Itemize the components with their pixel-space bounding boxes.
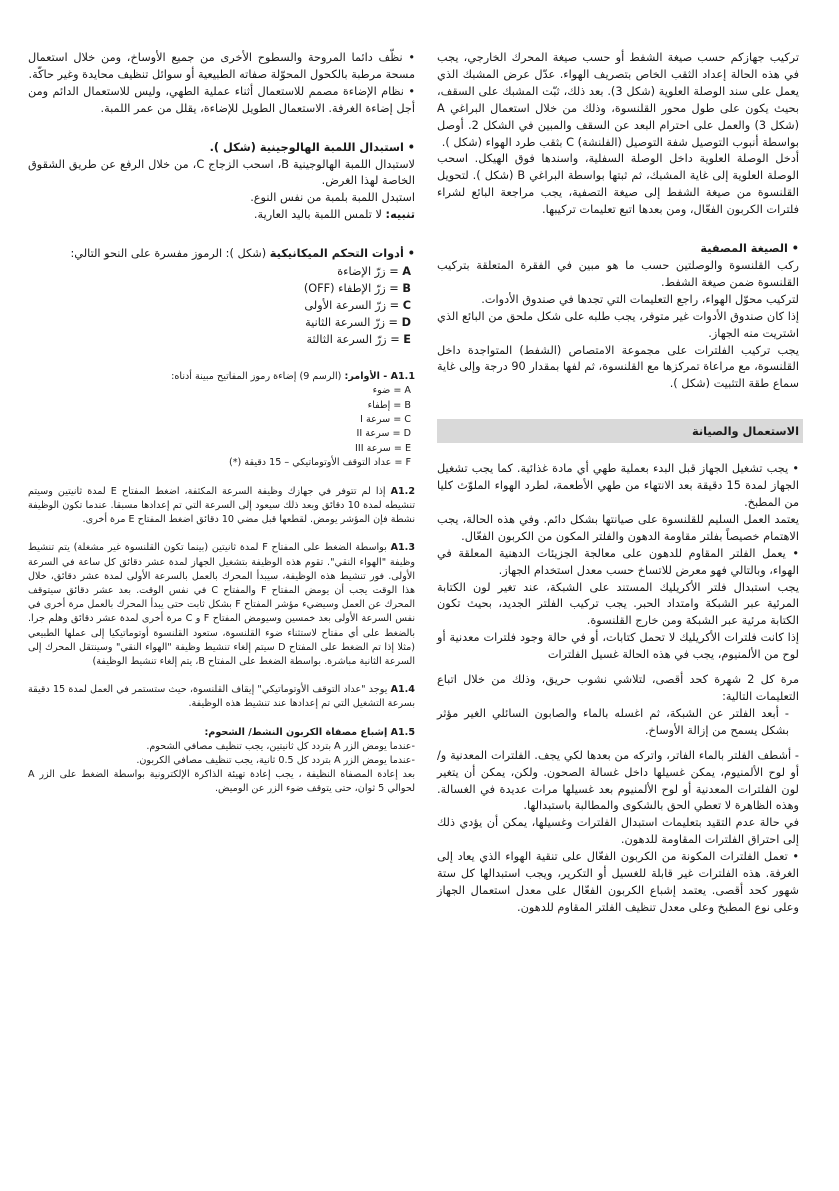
- control-item: [28, 314, 411, 331]
- a11-text: (الرسم 9) إضاءة رموز المفاتيح مبينة أدناه:: [171, 371, 342, 383]
- use-paragraph-8: - أشطف الفلتر بالماء الفاتر، واتركه من بعدها لكي يجف. الفلترات المعدنية و/أو لوح الألمنيوم، يمكن غسيلها داخل غسالة الصحون. ولكن، يمكن أن يتغير لون الفلترات المعدنية أو لوح الألمنيوم بعد غسيلها مرات عديدة في الغسالة. وهذه الظاهرة لا تعطي الحق بالشكوى والمطالبة باستبدالها.: [437, 748, 799, 813]
- controls-list: [28, 263, 415, 348]
- control-item: [28, 331, 411, 348]
- use-paragraph-3: • يعمل الفلتر المقاوم للدهون على معالجة الجزيئات الدهنية المعلقة في الهواء، وبالتالي فهو معرض للاتساخ حسب معدل استخدام الجهاز.: [437, 546, 799, 577]
- a14-text: يوجد "عداد التوقف الأوتوماتيكي" إيقاف القلنسوة، حيث ستستمر في العمل لمدة 15 دقيقة بسرعة التشغيل التي تم إعدادها عند تنشيط هذه الوظيفة.: [28, 684, 415, 710]
- section-title: الاستعمال والصيانة: [691, 424, 799, 439]
- control-item: [28, 297, 411, 314]
- a14-block: [28, 683, 415, 711]
- use-paragraph-5: إذا كانت فلترات الأكريليك لا تحمل كتابات، أو في حالة وجود فلترات معدنية أو لوح من الألمنيوم، يجب في هذه الحالة غسيل الفلترات: [437, 631, 799, 662]
- control-label: = زرّ الإطفاء (OFF): [303, 282, 399, 296]
- use-paragraph-2: يعتمد العمل السليم للقلنسوة على صيانتها بشكل دائم. وفي هذه الحالة، يجب الاهتمام خصيصاً بفلتر مقاومة الدهون والفلتر المكون من الكربون الفعّال.: [437, 512, 799, 543]
- clean-paragraph-2: • نظام الإضاءة مصمم للاستعمال أثناء عملية الطهي، وليس للاستعمال الدائم ومن أجل إضاءة الغرفة. الاستعمال الطويل للإضاءة، يقلل من عمر اللمبة.: [28, 84, 415, 115]
- command-item: D = سرعة II: [356, 428, 411, 440]
- filter-paragraph-3: إذا كان صندوق الأدوات غير متوفر، يجب طلبه على شكل ملحق من البائع الذي اشتريت منه الجهاز.: [437, 309, 799, 340]
- control-key: D: [401, 316, 411, 330]
- lamp-heading: • استبدال اللمبة الهالوجينية (شكل ).: [209, 140, 415, 154]
- lamp-note: [28, 207, 415, 224]
- a12-text: إذا لم تتوفر في جهازك وظيفة السرعة المكثفة، اضغط المفتاح E لمدة ثانيتين وسيتم تنشيطه لمدة 10 دقائق وبعد ذلك سيعود إلى السرعة التي تم إعدادها مسبقا. عندما تكون الوظيفة نشطة فإن المؤشر يومض. لقطعها قبل مضي 10 دقائق اضغط المفتاح E مرة أخرى.: [28, 485, 415, 526]
- control-key: A: [402, 265, 411, 279]
- use-paragraph-1: • يجب تشغيل الجهاز قبل البدء بعملية طهي أي مادة غذائية. كما يجب تشغيل الجهاز لمدة 15 دقيقة بعد الانتهاء من طهي الأطعمة، لطرد الهواء الملوّث كليا من المطبخ.: [437, 462, 800, 510]
- a11-heading: A1.1 - الأوامر:: [344, 371, 415, 383]
- a15-line-3: بعد إعادة المصفاة النظيفة ، يجب إعادة تهيئة الذاكرة الإلكترونية بواسطة الضغط على الزر A لحوالي 5 ثوان، حتى يتوقف ضوء الزر عن الوميض.: [28, 769, 415, 795]
- command-item: C = سرعة I: [360, 414, 411, 426]
- a14-heading: A1.4: [390, 684, 415, 696]
- command-item: E = سرعة III: [355, 442, 411, 454]
- command-item: B = إطفاء: [367, 399, 411, 411]
- lamp-note-label: تنبيه:: [385, 208, 415, 222]
- a11-intro: [28, 370, 415, 384]
- use-paragraph-4: يجب استبدال فلتر الأكريليك المستند على الشبكة، عند تغير لون الكتابة المرئية عبر الشبكة وامتداد الحبر. يجب تركيب الفلتر الجديد، بحيث تكون الكتابة مرئية عبر الشبكة ومن خارج القلنسوة.: [437, 580, 799, 628]
- filter-paragraph-4: يجب تركيب الفلترات على مجموعة الامتصاص (الشفط) المتواجدة داخل القلنسوة، مع مراعاة تمركزها مع القلنسوة، ثم لفها بمقدار 90 درجة وإلى غاية سماع طقة التثبيت (شكل ).: [437, 343, 799, 391]
- controls-intro-text: (شكل ): الرموز مفسرة على النحو التالي:: [70, 247, 267, 261]
- control-label: = زرّ السرعة الثالثة: [306, 333, 400, 347]
- control-key: C: [402, 299, 411, 313]
- lamp-paragraph-2: استبدل اللمبة بلمبة من نفس النوع.: [250, 191, 415, 205]
- a12-block: [28, 485, 415, 528]
- left-column: [28, 50, 415, 797]
- a13-heading: A1.3: [390, 542, 415, 554]
- controls-heading: • أدوات التحكم الميكانيكية: [269, 247, 415, 261]
- command-item: F = عداد التوقف الأوتوماتيكي – 15 دقيقة (*): [229, 457, 411, 469]
- control-label: = زرّ السرعة الثانية: [305, 316, 399, 330]
- clean-paragraph-1: • نظّف دائما المروحة والسطوح الأخرى من جميع الأوساخ، ومن خلال استعمال مسحة مرطبة بالكحول المحوّلة صفاته الطبيعية أو سوائل تنظيف محايدة وغير حاكّة.: [28, 51, 415, 81]
- a15-line-2: -عندما يومض الزر A بتردد كل 0.5 ثانية، يجب تنظيف مصافي الكربون.: [136, 754, 415, 766]
- filter-mode-heading: • الصيغة المصفية: [700, 242, 799, 256]
- commands-list: [28, 384, 415, 470]
- right-column: [437, 50, 799, 917]
- lamp-paragraph-1: لاستبدال اللمبة الهالوجينية B، اسحب الزجاج C، من خلال الرفع عن طريق الشقوق الخاصة لهذا الغرض.: [28, 157, 415, 188]
- control-key: B: [402, 282, 411, 296]
- use-paragraph-6: مرة كل 2 شهرة كحد أقصى، لتلاشي نشوب حريق، وذلك من خلال اتباع التعليمات التالية:: [437, 673, 799, 703]
- a15-line-1: -عندما يومض الزر A بتردد كل ثانيتين، يجب تنظيف مصافي الشحوم.: [146, 740, 415, 752]
- a13-block: [28, 541, 415, 669]
- filter-paragraph-2: لتركيب محوّل الهواء، راجع التعليمات التي تجدها في صندوق الأدوات.: [481, 292, 799, 306]
- control-label: = زرّ السرعة الأولى: [304, 299, 400, 313]
- a12-heading: A1.2: [390, 485, 415, 497]
- use-paragraph-9: في حالة عدم التقيد بتعليمات استبدال الفلترات وغسيلها، يمكن أن يؤدي ذلك إلى احتراق الفلترات المقاومة للدهون.: [437, 816, 799, 847]
- install-paragraph-2: أدخل الوصلة العلوية داخل الوصلة السفلية، واسندها فوق الهيكل. اسحب الوصلة العلوية إلى غاية المشبك، ثم ثبتها بواسطة البراغي B (شكل ). لتحويل القلنسوة من صيغة الشفط إلى صيغة التصفية، يجب مراجعة البائع لشراء فلترات الكربون الفعّال، ومن بعدها اتبع تعليمات تركيبها.: [437, 152, 799, 217]
- use-maintenance-section-header: [437, 419, 803, 443]
- control-item: [28, 280, 411, 297]
- install-paragraph-1: تركيب جهازكم حسب صيغة الشفط أو حسب صيغة المحرك الخارجي، يجب في هذه الحالة إعداد الثقب الخاص بتصريف الهواء. عدّل عرض المشبك الذي يعمل على سند الوصلة العلوية (شكل 3). بعد ذلك، ثبّت المشبك على السقف، بحيث يكون على طول محور القلنسوة، وذلك من خلال استعمال البراغي A (شكل 3) والعمل على احترام البعد عن السقف والمبين في الشكل 2. أوصل بواسطة أنبوب التوصيل شفة التوصيل (الفلنشة) C بثقب طرد الهواء (شكل ).: [437, 51, 799, 149]
- control-key: E: [403, 333, 411, 347]
- control-label: = زرّ الإضاءة: [337, 265, 399, 279]
- controls-intro: [28, 246, 415, 263]
- lamp-note-text: لا تلمس اللمبة باليد العارية.: [253, 208, 382, 222]
- a13-text: بواسطة الضغط على المفتاح F لمدة ثانيتين (بينما تكون القلنسوة غير مشغلة) يتم تنشيط وظيفة "الهواء النقي". تقوم هذه الوظيفة بتشغيل الجهاز لمدة عشر دقائق كل ساعة في السرعة الأولى. فور تنشيط هذه الوظيفة، سيبدأ المحرك بالعمل بالسرعة الأولى لمدة عشر دقائق، خلال هذا الوقت يجب أن يومض المفتاح F والمفتاح C في نفس الوقت. بعد عشر دقائق سيتوقف المحرك عن العمل وسيضيء مؤشر المفتاح F بشكل ثابت حتى يبدأ المحرك بالعمل مرة أخرى في نفس السرعة الأولى بعد خمسين وسيومض المفتاح F و C مرة أخرى لمدة عشر دقائق وهلم جرا. بالضغط على أي مفتاح لاستثناء ضوء القلنسوة، ستعود القلنسوة أوتوماتيكيا إلى عملها الطبيعي (مثلا إذا تم الضغط على المفتاح D سيتم إلغاء تنشيط وظيفة "الهواء النقي" وسينتقل المحرك إلى السرعة الثانية مباشرة. بواسطة الضغط على المفتاح B، يتم إلغاء تنشيط الوظيفة): [28, 542, 416, 667]
- filter-paragraph-1: ركب القلنسوة والوصلتين حسب ما هو مبين في الفقرة المتعلقة بتركيب القلنسوة ضمن صيغة الشفط.: [437, 258, 799, 289]
- a15-heading: A1.5 إشباع مصفاة الكربون النشط/ الشحوم:: [204, 726, 415, 738]
- use-paragraph-10: • تعمل الفلترات المكونة من الكربون الفعّال على تنقية الهواء الذي يعاد إلى الغرفة. هذه الفلترات غير قابلة للغسيل أو التكرير، ويجب استبدالها كل ستة شهور كحد أقصى. يعتمد إشباع الكربون الفعّال على معدل استعمال الجهاز وعلى نوع المطبخ وعلى معدل تنظيف الفلتر المقاوم للدهون.: [437, 850, 799, 914]
- command-item: A = ضوء: [372, 385, 411, 397]
- control-item: [28, 263, 411, 280]
- use-paragraph-7: - أبعد الفلتر عن الشبكة، ثم اغسله بالماء والصابون السائلي الغير مؤثر بشكل يسمح من إزالة الأوساخ.: [437, 706, 789, 737]
